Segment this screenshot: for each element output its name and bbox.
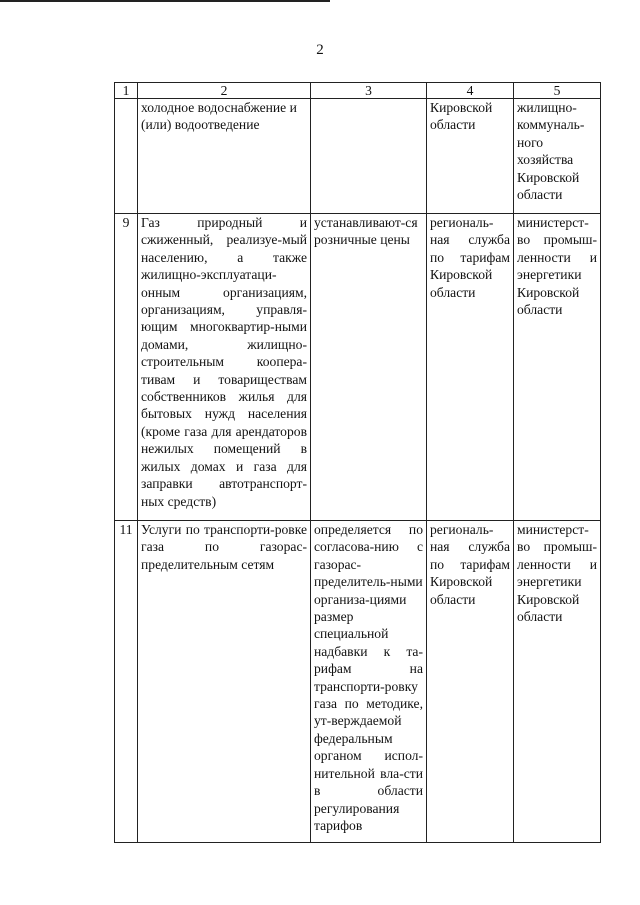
- service-cell: Услуги по транспорти-ровке газа по газорас-пределительным сетям: [138, 521, 311, 843]
- page-number: 2: [316, 42, 324, 58]
- row-number: [115, 99, 138, 214]
- top-border-line: [0, 0, 330, 2]
- authority-cell: региональ-ная служба по тарифам Кировской области: [427, 214, 514, 521]
- table-row: [115, 99, 601, 214]
- header-col-5: 5: [514, 83, 601, 99]
- table-header-row: [115, 83, 601, 99]
- method-cell: определяется по согласова-нию с газорас-пределитель-ными организа-циями размер специальной надбавки к та-рифам на транспорти-ровку газа по методике, ут-верждаемой федеральным органом испол-нительной вла-сти в области регулирования тарифов: [311, 521, 427, 843]
- ministry-cell: жилищно-коммуналь-ного хозяйства Кировской области: [514, 99, 601, 214]
- service-cell: Газ природный и сжиженный, реализуе-мый населению, а также жилищно-эксплуатаци-онным организациям, организациям, управля-ющим многоквартир-ными домами, жилищно-строительным коопера-тивам и товариществам собственников жилья для бытовых нужд населения (кроме газа для арендаторов нежилых помещений в жилых домах и газа для заправки автотранспорт-ных средств): [138, 214, 311, 521]
- header-col-1: 1: [115, 83, 138, 99]
- table-row: [115, 521, 601, 843]
- method-cell: [311, 99, 427, 214]
- method-cell: устанавливают-ся розничные цены: [311, 214, 427, 521]
- table-row: [115, 214, 601, 521]
- header-col-3: 3: [311, 83, 427, 99]
- row-number: 9: [115, 214, 138, 521]
- ministry-cell: министерст-во промыш-ленности и энергетики Кировской области: [514, 214, 601, 521]
- tariff-table: [114, 82, 601, 843]
- header-col-4: 4: [427, 83, 514, 99]
- service-cell: холодное водоснабжение и (или) водоотведение: [138, 99, 311, 214]
- ministry-cell: министерст-во промыш-ленности и энергетики Кировской области: [514, 521, 601, 843]
- row-number: 11: [115, 521, 138, 843]
- authority-cell: Кировской области: [427, 99, 514, 214]
- header-col-2: 2: [138, 83, 311, 99]
- authority-cell: региональ-ная служба по тарифам Кировской области: [427, 521, 514, 843]
